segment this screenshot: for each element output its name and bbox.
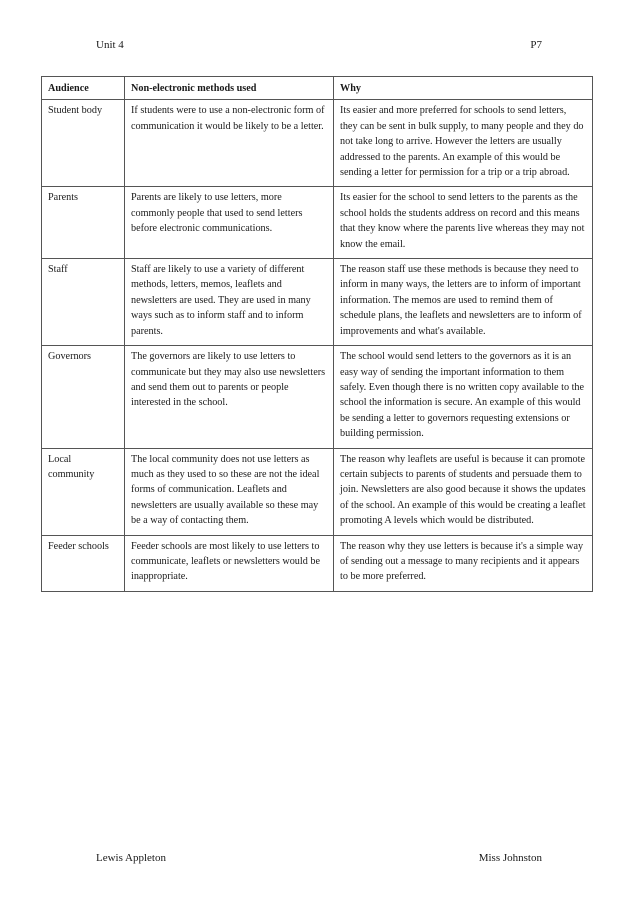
why-cell: The reason staff use these methods is because they need to inform in many ways, the letters are to inform of important information. The memos are used to remind them of schedule plans, the leaflets and newsletters are to inform of improvements and what's available. bbox=[334, 259, 593, 346]
method-cell: Parents are likely to use letters, more commonly people that used to send letters before electronic communications. bbox=[125, 187, 334, 259]
method-cell: If students were to use a non-electronic form of communication it would be likely to be a letter. bbox=[125, 100, 334, 187]
why-cell: Its easier and more preferred for schools to send letters, they can be sent in bulk supply, to many people and they do not take long to arrive. However the letters are usually addressed to the parents. An example of this would be sending a letter for permission for a trip or a trip abroad. bbox=[334, 100, 593, 187]
communication-methods-table bbox=[41, 76, 593, 592]
student-name: Lewis Appleton bbox=[96, 852, 166, 864]
audience-cell: Governors bbox=[42, 346, 125, 448]
why-cell: The school would send letters to the governors as it is an easy way of sending the important information to them safely. Even though there is no written copy available to the school the information is secure. An example of this would be sending a letter to governors requesting extensions or building permission. bbox=[334, 346, 593, 448]
table-row bbox=[42, 187, 593, 259]
audience-cell: Feeder schools bbox=[42, 535, 125, 591]
table-row bbox=[42, 448, 593, 535]
header-why: Why bbox=[334, 77, 593, 100]
method-cell: Staff are likely to use a variety of different methods, letters, memos, leaflets and newsletters are used. They are used in many ways such as to inform staff and to inform parents. bbox=[125, 259, 334, 346]
table-row bbox=[42, 100, 593, 187]
page-header bbox=[96, 39, 542, 51]
audience-cell: Parents bbox=[42, 187, 125, 259]
header-audience: Audience bbox=[42, 77, 125, 100]
audience-cell: Student body bbox=[42, 100, 125, 187]
audience-cell: Staff bbox=[42, 259, 125, 346]
header-methods: Non-electronic methods used bbox=[125, 77, 334, 100]
method-cell: Feeder schools are most likely to use letters to communicate, leaflets or newsletters would be inappropriate. bbox=[125, 535, 334, 591]
why-cell: The reason why leaflets are useful is because it can promote certain subjects to parents of students and persuade them to join. Newsletters are also good because it shows the updates of the school. An example of this would be creating a leaflet promoting A levels which would be distributed. bbox=[334, 448, 593, 535]
table-row bbox=[42, 346, 593, 448]
method-cell: The governors are likely to use letters to communicate but they may also use newsletters and send them out to parents or people interested in the school. bbox=[125, 346, 334, 448]
method-cell: The local community does not use letters as much as they used to so these are not the ideal forms of communication. Leaflets and newsletters are usually available so these may be a way of contacting them. bbox=[125, 448, 334, 535]
page-footer bbox=[96, 852, 542, 864]
table-row bbox=[42, 535, 593, 591]
teacher-name: Miss Johnston bbox=[478, 852, 542, 864]
audience-cell: Local community bbox=[42, 448, 125, 535]
page-reference: P7 bbox=[530, 39, 542, 51]
table-header-row bbox=[42, 77, 593, 100]
table-row bbox=[42, 259, 593, 346]
unit-label: Unit 4 bbox=[96, 39, 124, 51]
why-cell: The reason why they use letters is because it's a simple way of sending out a message to many recipients and it appears to be more preferred. bbox=[334, 535, 593, 591]
why-cell: Its easier for the school to send letters to the parents as the school holds the students address on record and this means that they know where the parents live whereas they may not know the email. bbox=[334, 187, 593, 259]
